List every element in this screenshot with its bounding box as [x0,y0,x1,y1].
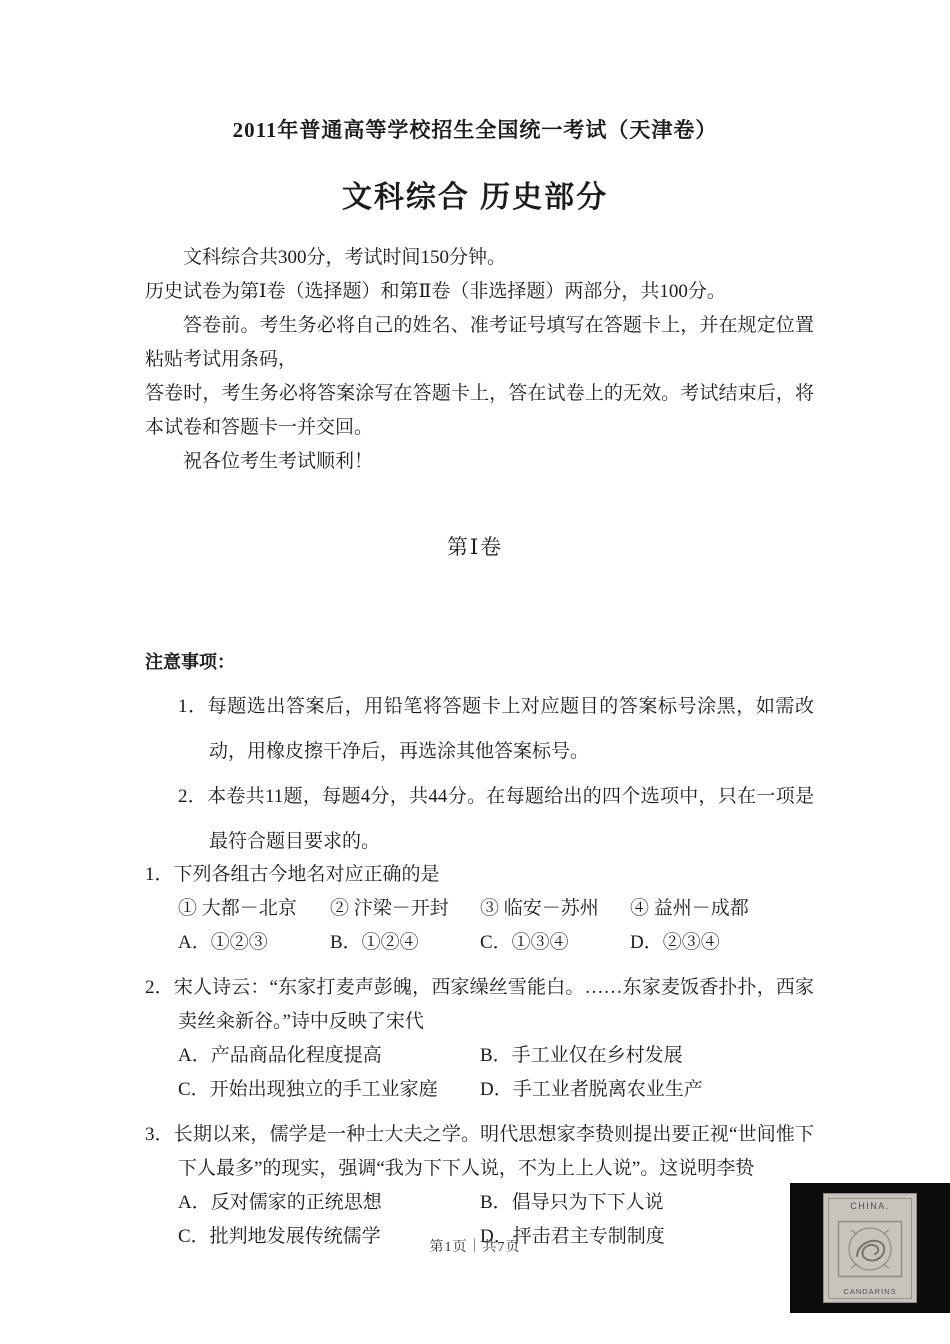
intro-paragraph: 祝各位考生考试顺利！ [183,451,374,472]
question-number: 1． [145,864,174,885]
option-b: B．倡导只为下下人说 [480,1192,664,1213]
intro-paragraph: 历史试卷为第Ⅰ卷（选择题）和第Ⅱ卷（非选择题）两部分，共100分。 [145,281,726,302]
question-number: 3． [145,1124,174,1145]
stamp-frame [828,1198,912,1299]
stamp-country-label: CHINA. [850,1201,890,1211]
option-d: D．抨击君主专制制度 [480,1226,665,1247]
question-pair-items [145,892,814,926]
intro-section [145,241,814,479]
question-2 [145,971,814,1107]
option-c: C．①③④ [480,932,569,953]
question-stem [145,858,814,892]
section-1-title: 第Ⅰ卷 [446,535,504,559]
pair-item: ② 汴梁－开封 [330,898,449,919]
questions-section [145,858,814,1254]
question-3 [145,1118,814,1254]
option-a: A．反对儒家的正统思想 [178,1192,382,1213]
notes-section [145,648,814,864]
intro-paragraph: 答卷前。考生务必将自己的姓名、准考证号填写在答题卡上，并在规定位置粘贴考试用条码， [145,315,814,370]
question-stem-text: 下列各组古今地名对应正确的是 [173,864,440,885]
dragon-icon [837,1212,903,1286]
question-stem [145,1118,814,1186]
question-number: 2． [145,977,174,998]
dragon-stamp [823,1193,917,1303]
option-a: A．①②③ [178,932,268,953]
pair-item: ① 大都－北京 [178,898,297,919]
question-1 [145,858,814,960]
stamp-photo-background [790,1183,950,1313]
intro-paragraph: 答卷时，考生务必将答案涂写在答题卡上，答在试卷上的无效。考试结束后，将本试卷和答题卡一并交回。 [145,383,814,438]
intro-paragraph: 文科综合共300分，考试时间150分钟。 [183,247,507,268]
pair-item: ④ 益州－成都 [630,898,749,919]
option-b: B．手工业仅在乡村发展 [480,1045,683,1066]
option-d: D．②③④ [630,932,720,953]
option-b: B．①②④ [330,932,419,953]
note-item: 2．本卷共11题，每题4分，共44分。在每题给出的四个选项中，只在一项是最符合题目要求的。 [178,786,814,852]
question-options [145,1186,814,1220]
exam-title: 2011年普通高等学校招生全国统一考试（天津卷） [232,118,718,142]
question-options [145,1039,814,1073]
option-a: A．产品商品化程度提高 [178,1045,382,1066]
question-options [145,1073,814,1107]
question-stem-text: 长期以来，儒学是一种士大夫之学。明代思想家李贽则提出要正视“世间惟下下人最多”的现实，强调“我为下下人说，不为上上人说”。这说明李贽 [173,1124,814,1179]
page-number-footer: 第1页｜共7页 [429,1240,521,1255]
question-options [145,926,814,960]
question-stem-text: 宋人诗云：“东家打麦声彭魄，西家缲丝雪能白。……东家麦饭香扑扑，西家卖丝籴新谷。”诗中反映了宋代 [173,977,814,1032]
notes-heading: 注意事项： [145,652,235,672]
option-c: C．开始出现独立的手工业家庭 [178,1079,438,1100]
note-item: 1．每题选出答案后，用铅笔将答题卡上对应题目的答案标号涂黑，如需改动，用橡皮擦干净后，再选涂其他答案标号。 [178,696,814,762]
subject-title: 文科综合 历史部分 [341,181,609,214]
pair-item: ③ 临安－苏州 [480,898,599,919]
question-stem [145,971,814,1039]
option-d: D．手工业者脱离农业生产 [480,1079,703,1100]
option-c: C．批判地发展传统儒学 [178,1226,381,1247]
stamp-denomination-label: CANDARINS [843,1287,897,1296]
